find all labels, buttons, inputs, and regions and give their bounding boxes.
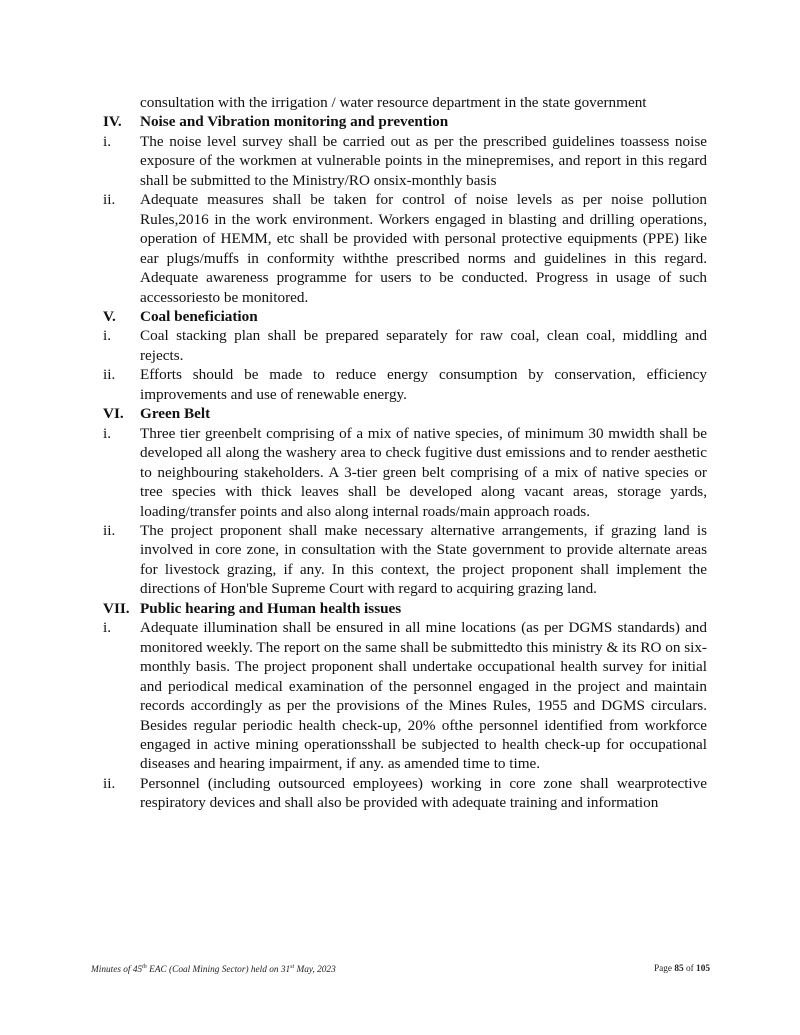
footer-meeting-title <box>91 964 336 975</box>
section-title: Green Belt <box>140 405 211 423</box>
section-numeral: VI. <box>103 405 124 423</box>
footer-superscript: th <box>142 964 147 970</box>
total-pages: 105 <box>696 964 710 974</box>
paragraph-text: consultation with the irrigation / water resource department in the state government <box>140 94 647 111</box>
list-item <box>103 132 707 190</box>
continuation-paragraph <box>103 93 707 112</box>
item-text: Adequate illumination shall be ensured in all mine locations (as per DGMS standards) and monitored weekly. The report on the same shall be submittedto this ministry & its RO on six-monthly basis. The project proponent shall undertake occupational health survey for initial and periodical medical examination of the personnel engaged in the project and maintain records accordingly as per the provisions of the Mines Rules, 1955 and DGMS circulars. Besides regular periodic health check-up, 20% ofthe personnel identified from workforce engaged in active mining operationsshall be subjected to health check-up for occupational diseases and hearing impairment, if any. as amended time to time. <box>140 619 707 773</box>
list-item <box>103 190 707 307</box>
item-numeral: ii. <box>103 366 116 384</box>
list-item <box>103 365 707 404</box>
section-heading-noise <box>103 112 707 131</box>
list-item <box>103 326 707 365</box>
item-numeral: i. <box>103 132 112 150</box>
item-numeral: i. <box>103 327 112 345</box>
item-text: The project proponent shall make necessary alternative arrangements, if grazing land is involved in core zone, in consultation with the State government to provide alternate areas for livestock grazing, if any. In this context, the project proponent shall implement the directions of Hon'ble Supreme Court with regard to acquiring grazing land. <box>140 521 707 598</box>
footer-text: May, 2023 <box>294 965 336 975</box>
page-number-indicator <box>654 964 710 975</box>
item-text: Efforts should be made to reduce energy consumption by conservation, efficiency improvements and use of renewable energy. <box>140 366 707 403</box>
section-heading-green-belt <box>103 404 707 423</box>
page-footer <box>91 964 710 975</box>
footer-text: EAC (Coal Mining Sector) held on 31 <box>146 965 291 975</box>
item-text: Coal stacking plan shall be prepared separately for raw coal, clean coal, middling and rejects. <box>140 327 707 364</box>
section-numeral: VII. <box>103 599 130 617</box>
section-heading-coal-beneficiation <box>103 307 707 326</box>
section-title: Noise and Vibration monitoring and prevention <box>140 113 449 131</box>
list-item <box>103 424 707 521</box>
item-text: Adequate measures shall be taken for control of noise levels as per noise pollution Rules,2016 in the work environment. Workers engaged in blasting and drilling operations, operation of HEMM, etc shall be provided with personal protective equipments (PPE) like ear plugs/muffs in conformity withthe prescribed norms and guidelines in this regard. Adequate awareness programme for users to be conducted. Progress in usage of such accessoriesto be monitored. <box>140 191 707 306</box>
item-numeral: ii. <box>103 191 116 209</box>
current-page-number: 85 <box>674 964 684 974</box>
page-label: Page <box>653 964 675 974</box>
item-numeral: i. <box>103 619 112 637</box>
list-item <box>103 521 707 599</box>
section-numeral: IV. <box>103 113 122 131</box>
list-item <box>103 774 707 813</box>
list-item <box>103 618 707 774</box>
item-text: Personnel (including outsourced employees) working in core zone shall wearprotective respiratory devices and shall also be provided with adequate training and information <box>140 774 707 812</box>
footer-superscript: st <box>290 964 295 970</box>
page-of-label: of <box>683 964 697 974</box>
item-text: Three tier greenbelt comprising of a mix of native species, of minimum 30 mwidth shall be developed all along the washery area to check fugitive dust emissions and to render aesthetic to neighbouring stakeholders. A 3-tier green belt comprising of a mix of native species or tree species with thick leaves shall be developed along vacant areas, storage yards, loading/transfer points and also along internal roads/main approach roads. <box>140 424 707 520</box>
document-body <box>103 93 707 813</box>
item-numeral: i. <box>103 424 112 442</box>
section-title: Coal beneficiation <box>140 307 258 325</box>
item-numeral: ii. <box>103 774 116 792</box>
item-text: The noise level survey shall be carried out as per the prescribed guidelines toassess noise exposure of the workmen at vulnerable points in the minepremises, and report in this regard shall be submitted to the Ministry/RO onsix-monthly basis <box>140 132 707 189</box>
section-numeral: V. <box>103 307 116 325</box>
section-heading-public-hearing <box>103 599 707 618</box>
footer-text: Minutes of 45 <box>91 965 143 975</box>
item-numeral: ii. <box>103 521 116 539</box>
section-title: Public hearing and Human health issues <box>140 599 402 617</box>
